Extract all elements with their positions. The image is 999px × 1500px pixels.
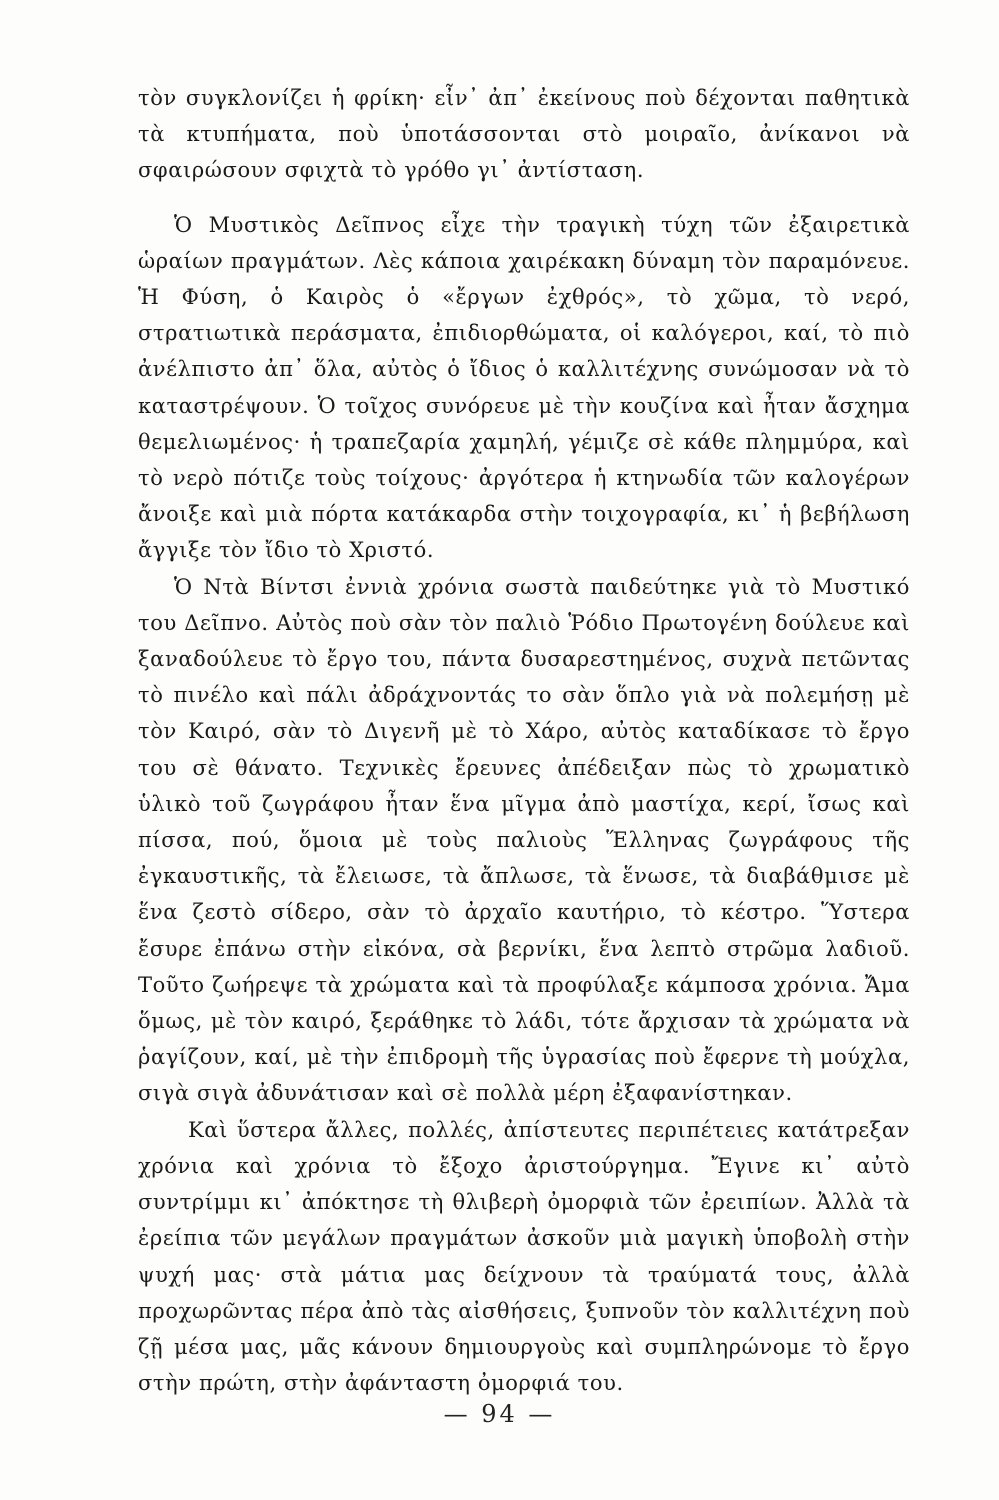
- body-text: [138, 80, 910, 1401]
- paragraph-da-vinci: Ὁ Ντὰ Βίντσι ἐννιὰ χρόνια σωστὰ παιδεύτηκε γιὰ τὸ Μυστικό του Δεῖπνο. Αὐτὸς ποὺ σὰν τὸν παλιὸ Ῥόδιο Πρωτογένη δούλευε καὶ ξαναδούλευε τὸ ἔργο του, πάντα δυσαρεστημένος, συχνὰ πετῶντας τὸ πινέλο καὶ πάλι ἀδράχνοντάς το σὰν ὅπλο γιὰ νὰ πολεμήσῃ μὲ τὸν Καιρό, σὰν τὸ Διγενῆ μὲ τὸ Χάρο, αὐτὸς καταδίκασε τὸ ἔργο του σὲ θάνατο. Τεχνικὲς ἔρευνες ἀπέδειξαν πὼς τὸ χρωματικὸ ὑλικὸ τοῦ ζωγράφου ἦταν ἕνα μῖγμα ἀπὸ μαστίχα, κερί, ἴσως καὶ πίσσα, πού, ὅμοια μὲ τοὺς παλιοὺς Ἕλληνας ζωγράφους τῆς ἐγκαυστικῆς, τὰ ἔλειωσε, τὰ ἄπλωσε, τὰ ἕνωσε, τὰ διαβάθμισε μὲ ἕνα ζεστὸ σίδερο, σὰν τὸ ἀρχαῖο καυτήριο, τὸ κέστρο. Ὕστερα ἔσυρε ἐπάνω στὴν εἰκόνα, σὰ βερνίκι, ἕνα λεπτὸ στρῶμα λαδιοῦ. Τοῦτο ζωήρεψε τὰ χρώματα καὶ τὰ προφύλαξε κάμποσα χρόνια. Ἄμα ὅμως, μὲ τὸν καιρό, ξεράθηκε τὸ λάδι, τότε ἄρχισαν τὰ χρώματα νὰ ῥαγίζουν, καί, μὲ τὴν ἐπιδρομὴ τῆς ὑγρασίας ποὺ ἔφερνε τὴ μούχλα, σιγὰ σιγὰ ἀδυνάτισαν καὶ σὲ πολλὰ μέρη ἐξαφανίστηκαν.: [138, 574, 910, 1106]
- paragraph-gap: [138, 189, 910, 207]
- paragraph-last-supper-fate: Ὁ Μυστικὸς Δεῖπνος εἶχε τὴν τραγικὴ τύχη τῶν ἐξαιρετικὰ ὡραίων πραγμάτων. Λὲς κάποια χαιρέκακη δύναμη τὸν παραμόνευε. Ἡ Φύση, ὁ Καιρὸς ὁ «ἔργων ἐχθρός», τὸ χῶμα, τὸ νερό, στρατιωτικὰ περάσματα, ἐπιδιορθώματα, οἱ καλόγεροι, καί, τὸ πιὸ ἀνέλπιστο ἀπ᾽ ὅλα, αὐτὸς ὁ ἴδιος ὁ καλλιτέχνης συνώμοσαν νὰ τὸ καταστρέψουν. Ὁ τοῖχος συνόρευε μὲ τὴν κουζίνα καὶ ἦταν ἄσχημα θεμελιωμένος· ἡ τραπεζαρία χαμηλή, γέμιζε σὲ κάθε πλημμύρα, καὶ τὸ νερὸ πότιζε τοὺς τοίχους· ἀργότερα ἡ κτηνωδία τῶν καλογέρων ἄνοιξε καὶ μιὰ πόρτα κατάκαρδα στὴν τοιχογραφία, κι᾽ ἡ βεβήλωση ἄγγιξε τὸν ἴδιο τὸ Χριστό.: [138, 212, 910, 563]
- page-number: — 94 —: [443, 1400, 556, 1428]
- paragraph-continuation: τὸν συγκλονίζει ἡ φρίκη· εἶν᾽ ἀπ᾽ ἐκείνους ποὺ δέχονται παθητικὰ τὰ κτυπήματα, ποὺ ὑποτάσσονται στὸ μοιραῖο, ἀνίκανοι νὰ σφαιρώσουν σφιχτὰ τὸ γρόθο γι᾽ ἀντίσταση.: [138, 86, 910, 183]
- paragraph-ruins: Καὶ ὕστερα ἄλλες, πολλές, ἀπίστευτες περιπέτειες κατάτρεξαν χρόνια καὶ χρόνια τὸ ἔξοχο ἀριστούργημα. Ἔγινε κι᾽ αὐτὸ συντρίμμι κι᾽ ἀπόκτησε τὴ θλιβερὴ ὀμορφιὰ τῶν ἐρειπίων. Ἀλλὰ τὰ ἐρείπια τῶν μεγάλων πραγμάτων ἀσκοῦν μιὰ μαγικὴ ὑποβολὴ στὴν ψυχή μας· στὰ μάτια μας δείχνουν τὰ τραύματά τους, ἀλλὰ προχωρῶντας πέρα ἀπὸ τὰς αἰσθήσεις, ξυπνοῦν τὸν καλλιτέχνη ποὺ ζῇ μέσα μας, μᾶς κάνουν δημιουργοὺς καὶ συμπληρώνομε τὸ ἔργο στὴν πρώτη, στὴν ἀφάνταστη ὀμορφιά του.: [138, 1117, 910, 1396]
